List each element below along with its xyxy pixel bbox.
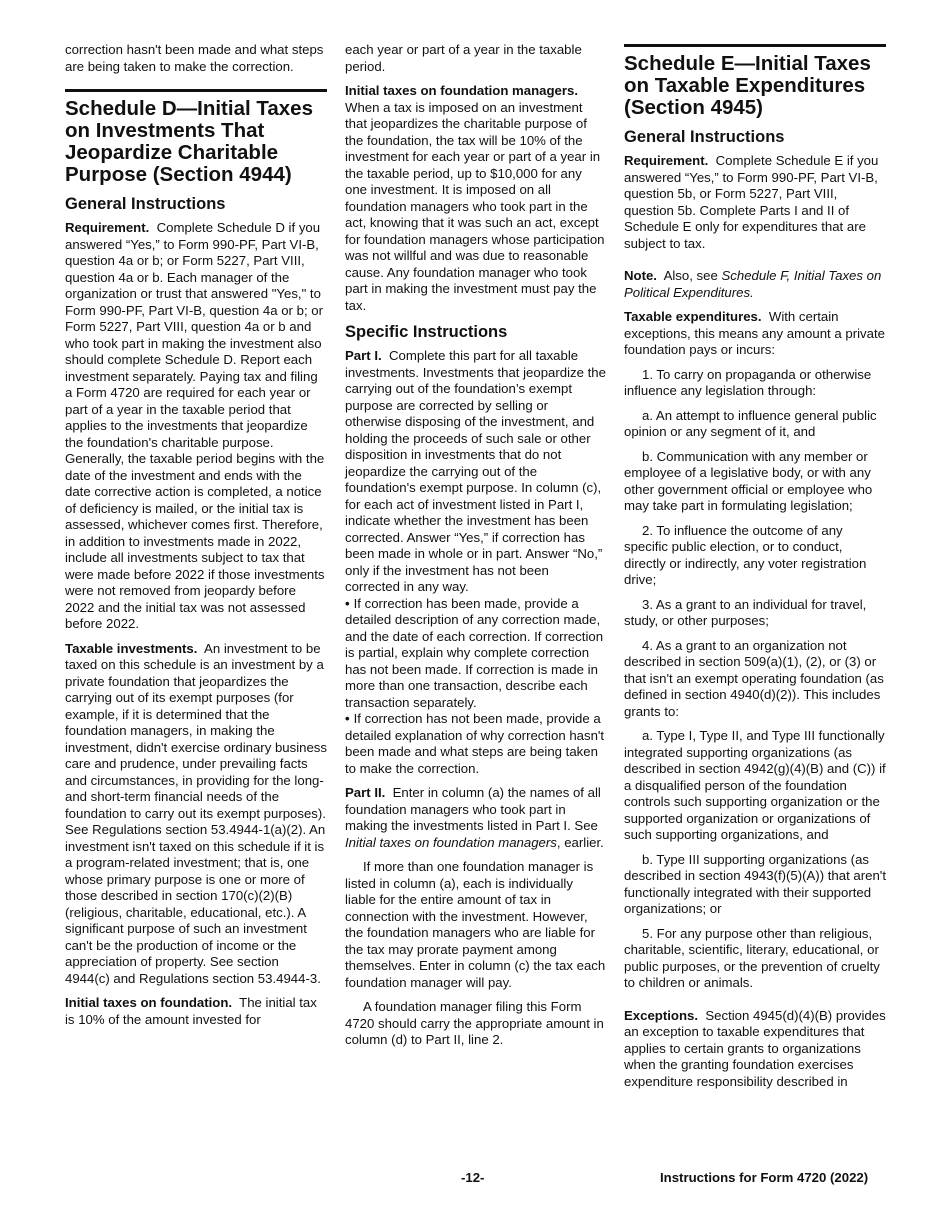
bullet-icon: • xyxy=(345,595,350,611)
exceptions-paragraph xyxy=(624,1008,886,1091)
part-ii-lead: Part II. xyxy=(345,785,386,800)
part-i-lead: Part I. xyxy=(345,348,382,363)
part-i-text: Complete this part for all taxable investments. Investments that jeopardize the carrying out of the foundation’s exempt purpose are corrected by selling or otherwise disposing of the investment, and holding the proceeds of such sale or other disposition in investments that do not jeopardize the carrying out of the foundation's exempt purpose. In column (c), for each act of investment listed in Part I, indicate whether the investment has been corrected. Answer “Yes,” if correction has been made in whole or in part. Answer “No,” only if the investment has not been corrected in any way. xyxy=(345,348,606,594)
initial-taxes-managers-text: When a tax is imposed on an investment that jeopardizes the charitable purpose of the foundation, the tax will be 10% of the investment for each year or part of a year in the taxable period, up to $10,000 for any one investment. It is imposed on all foundation managers who took part in the act, knowing that it was such an act, except for foundation managers whose participation was not willful and was due to reasonable cause. Any foundation manager who took part in making the investment must pay the tax. xyxy=(345,99,605,313)
requirement-lead: Requirement. xyxy=(65,220,150,235)
requirement-lead: Requirement. xyxy=(624,153,709,168)
column-middle xyxy=(345,42,607,1057)
section-divider xyxy=(65,89,327,92)
specific-instructions-heading: Specific Instructions xyxy=(345,323,508,341)
exceptions-text: Section 4945(d)(4)(B) provides an exception to taxable expenditures that applies to certain grants to organizations when the granting foundation exercises expenditure responsibility described in xyxy=(624,1007,886,1089)
note-text: Also, see xyxy=(663,268,718,283)
requirement-paragraph xyxy=(65,220,327,633)
bullet-item xyxy=(345,711,607,777)
taxable-investments-lead: Taxable investments. xyxy=(65,640,198,656)
list-item-4b: b. Type III supporting organizations (as described in section 4943(f)(5)(A)) that aren't functionally integrated with their supported organizations; or xyxy=(624,851,886,916)
schedule-d-heading: Schedule D—Initial Taxes on Investments That Jeopardize Charitable Purpose (Section 4944) xyxy=(65,97,313,186)
taxable-expenditures-paragraph xyxy=(624,309,886,359)
list-item-3: 3. As a grant to an individual for travel, study, or other purposes; xyxy=(624,596,867,628)
bullet-text: If correction has not been made, provide a detailed explanation of why correction hasn't been made and what steps are being taken to make the correction. xyxy=(345,711,605,776)
list-item-1a: a. An attempt to influence general public opinion or any segment of it, and xyxy=(624,407,877,439)
list-item-2: 2. To influence the outcome of any specific public election, or to conduct, directly or indirectly, any voter registration drive; xyxy=(624,522,867,587)
list-item-4: 4. As a grant to an organization not described in section 509(a)(1), (2), or (3) or that isn't an exempt operating foundation (as defined in section 4940(d)(2)). This includes grants to: xyxy=(624,637,884,719)
section-divider xyxy=(624,44,886,47)
manager-filing-paragraph: A foundation manager filing this Form 4720 should carry the appropriate amount in column (d) to Part II, line 2. xyxy=(345,999,604,1047)
part-i-paragraph xyxy=(345,348,607,596)
general-instructions-heading: General Instructions xyxy=(65,195,226,213)
part-ii-text-end: , earlier. xyxy=(556,834,604,850)
multiple-managers-paragraph: If more than one foundation manager is listed in column (a), each is individually liable for the entire amount of tax in connection with the investment. However, the foundation managers who are liable for the tax may prorate payment among themselves. Enter in column (c) the tax each foundation manager will pay. xyxy=(345,859,606,990)
note-reference: Schedule F, Initial Taxes on Political Expenditures. xyxy=(624,268,882,300)
bullet-item xyxy=(345,596,607,712)
column-left xyxy=(65,42,327,1036)
bullet-icon: • xyxy=(345,711,350,726)
part-ii-text: Enter in column (a) the names of all foundation managers who took part in making the investments listed in Part I. See xyxy=(345,785,601,833)
taxable-expenditures-lead: Taxable expenditures. xyxy=(624,309,762,324)
requirement-text: Complete Schedule D if you answered “Yes,” to Form 990-PF, Part VI-B, question 4a or b; or Form 5227, Part VIII, question 4a or b. Each manager of the organization or trust that answered "Yes," to Form 990-PF, Part VI-B, question 4a or b; or Form 5227, Part VIII, question 4a or b and who took part in making the investment also should complete Schedule D. Report each investment separately. Paying tax and filing a Form 4720 are required for each year or part of a year in the taxable period that applies to the investments that jeopardize the foundation's charitable purpose. Generally, the taxable period begins with the date of the investment and ends with the date corrective action is completed, a notice of deficiency is mailed, or the initial tax is assessed, whichever comes first. Therefore, in addition to investments made in 2022, include all investments subject to tax that were made before 2022 if those investments were not removed from jeopardy before 2022 and the initial tax was not assessed before 2022. xyxy=(65,220,325,631)
list-item-1: 1. To carry on propaganda or otherwise influence any legislation through: xyxy=(624,366,872,398)
list-item-5: 5. For any purpose other than religious, charitable, scientific, literary, educational, or public purposes, or the prevention of cruelty to children or animals. xyxy=(624,925,880,990)
part-ii-reference: Initial taxes on foundation managers xyxy=(345,834,557,850)
general-instructions-heading: General Instructions xyxy=(624,128,785,146)
requirement-text: Complete Schedule E if you answered “Yes,” to Form 990-PF, Part VI-B, question 5b, or Form 5227, Part VIII, question 5b. Complete Parts I and II of Schedule E only for expenditures that are subject to tax. xyxy=(624,153,879,251)
note-lead: Note. xyxy=(624,268,657,283)
initial-taxes-managers-lead: Initial taxes on foundation managers. xyxy=(345,83,579,98)
part-ii-paragraph xyxy=(345,785,607,851)
initial-taxes-foundation-lead: Initial taxes on foundation. xyxy=(65,995,233,1010)
column-right xyxy=(624,44,886,1098)
initial-taxes-foundation-text: The initial tax is 10% of the amount invested for xyxy=(65,995,317,1027)
taxable-investments-text: An investment to be taxed on this schedule is an investment by a private foundation that jeopardizes the carrying out of its exempt purposes (for example, if it is determined that the foundation managers, in making the investment, didn't exercise ordinary business care and prudence, under prevailing facts and circumstances, in providing for the long- and short-term financial needs of the foundation to carry out its exempt purposes). See Regulations section 53.4944-1(a)(2). An investment isn't taxed on this schedule if it is a program-related investment; that is, one whose primary purpose is one or more of those described in section 170(c)(2)(B) (religious, charitable, educational, etc.). A significant purpose of such an investment can't be the production of income or the appreciation of property. See section 4944(c) and Regulations section 53.4944-3. xyxy=(65,640,327,986)
paragraph-continued: each year or part of a year in the taxable period. xyxy=(345,42,582,74)
requirement-paragraph xyxy=(624,153,886,252)
bullet-text: If correction has been made, provide a detailed description of any correction made, and the date of each correction. If correction is partial, explain why complete correction has not been made. If correction is made in more than one transaction, describe each transaction separately. xyxy=(345,595,604,710)
schedule-e-heading: Schedule E—Initial Taxes on Taxable Expenditures (Section 4945) xyxy=(624,52,871,119)
document-title-footer: Instructions for Form 4720 (2022) xyxy=(660,1170,869,1185)
list-item-4a: a. Type I, Type II, and Type III functionally integrated supporting organizations (as described in section 4942(g)(4)(B) and (C)) if a disqualified person of the foundation controls such supporting organization or the supported organization or organizations of such supporting organizations, and xyxy=(624,728,886,842)
page-number: -12- xyxy=(461,1170,485,1185)
initial-taxes-managers-paragraph xyxy=(345,83,607,314)
taxable-expenditures-text: With certain exceptions, this means any amount a private foundation pays or incurs: xyxy=(624,309,885,357)
taxable-investments-paragraph xyxy=(65,641,327,988)
exceptions-lead: Exceptions. xyxy=(624,1007,699,1023)
list-item-1b: b. Communication with any member or employee of a legislative body, or with any other government official or employee who may take part in formulating legislation; xyxy=(624,448,873,513)
paragraph-continued: correction hasn't been made and what steps are being taken to make the correction. xyxy=(65,42,324,74)
initial-taxes-foundation-paragraph xyxy=(65,995,327,1028)
note-paragraph xyxy=(624,268,886,301)
